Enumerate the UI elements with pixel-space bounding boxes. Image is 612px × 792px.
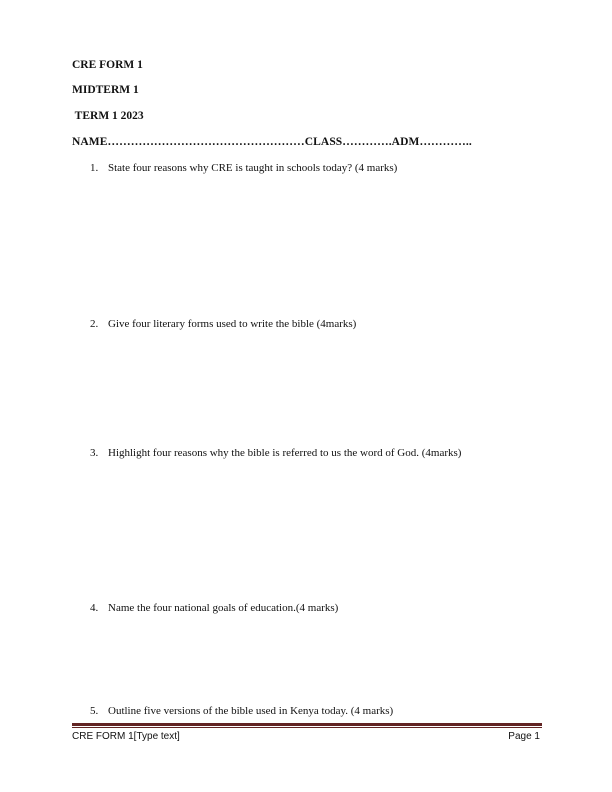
question-text: Outline five versions of the bible used in Kenya today. (4 marks) xyxy=(108,705,394,717)
question-number: 3. xyxy=(90,447,99,459)
exam-subject-title: CRE FORM 1 xyxy=(72,59,143,71)
question-number: 2. xyxy=(90,318,99,330)
question-4 xyxy=(90,601,338,615)
question-number: 4. xyxy=(90,602,99,614)
question-text: Name the four national goals of education.(4 marks) xyxy=(108,602,339,614)
question-text: Give four literary forms used to write the bible (4marks) xyxy=(108,318,357,330)
footer-title: CRE FORM 1[Type text] xyxy=(72,731,180,742)
question-5 xyxy=(90,704,393,718)
footer-rule-thick xyxy=(72,723,542,726)
question-text: Highlight four reasons why the bible is referred to us the word of God. (4marks) xyxy=(108,447,462,459)
question-2 xyxy=(90,317,356,331)
page-number: Page 1 xyxy=(508,731,540,742)
exam-term-title: TERM 1 2023 xyxy=(72,110,144,122)
question-3 xyxy=(90,446,461,460)
student-details-line: NAME……………………………………………CLASS………….ADM………….. xyxy=(72,136,472,148)
exam-type-title: MIDTERM 1 xyxy=(72,84,139,96)
question-number: 1. xyxy=(90,162,99,174)
question-text: State four reasons why CRE is taught in schools today? (4 marks) xyxy=(108,162,398,174)
question-1 xyxy=(90,161,397,175)
question-number: 5. xyxy=(90,705,99,717)
footer-rule-thin xyxy=(72,727,542,728)
